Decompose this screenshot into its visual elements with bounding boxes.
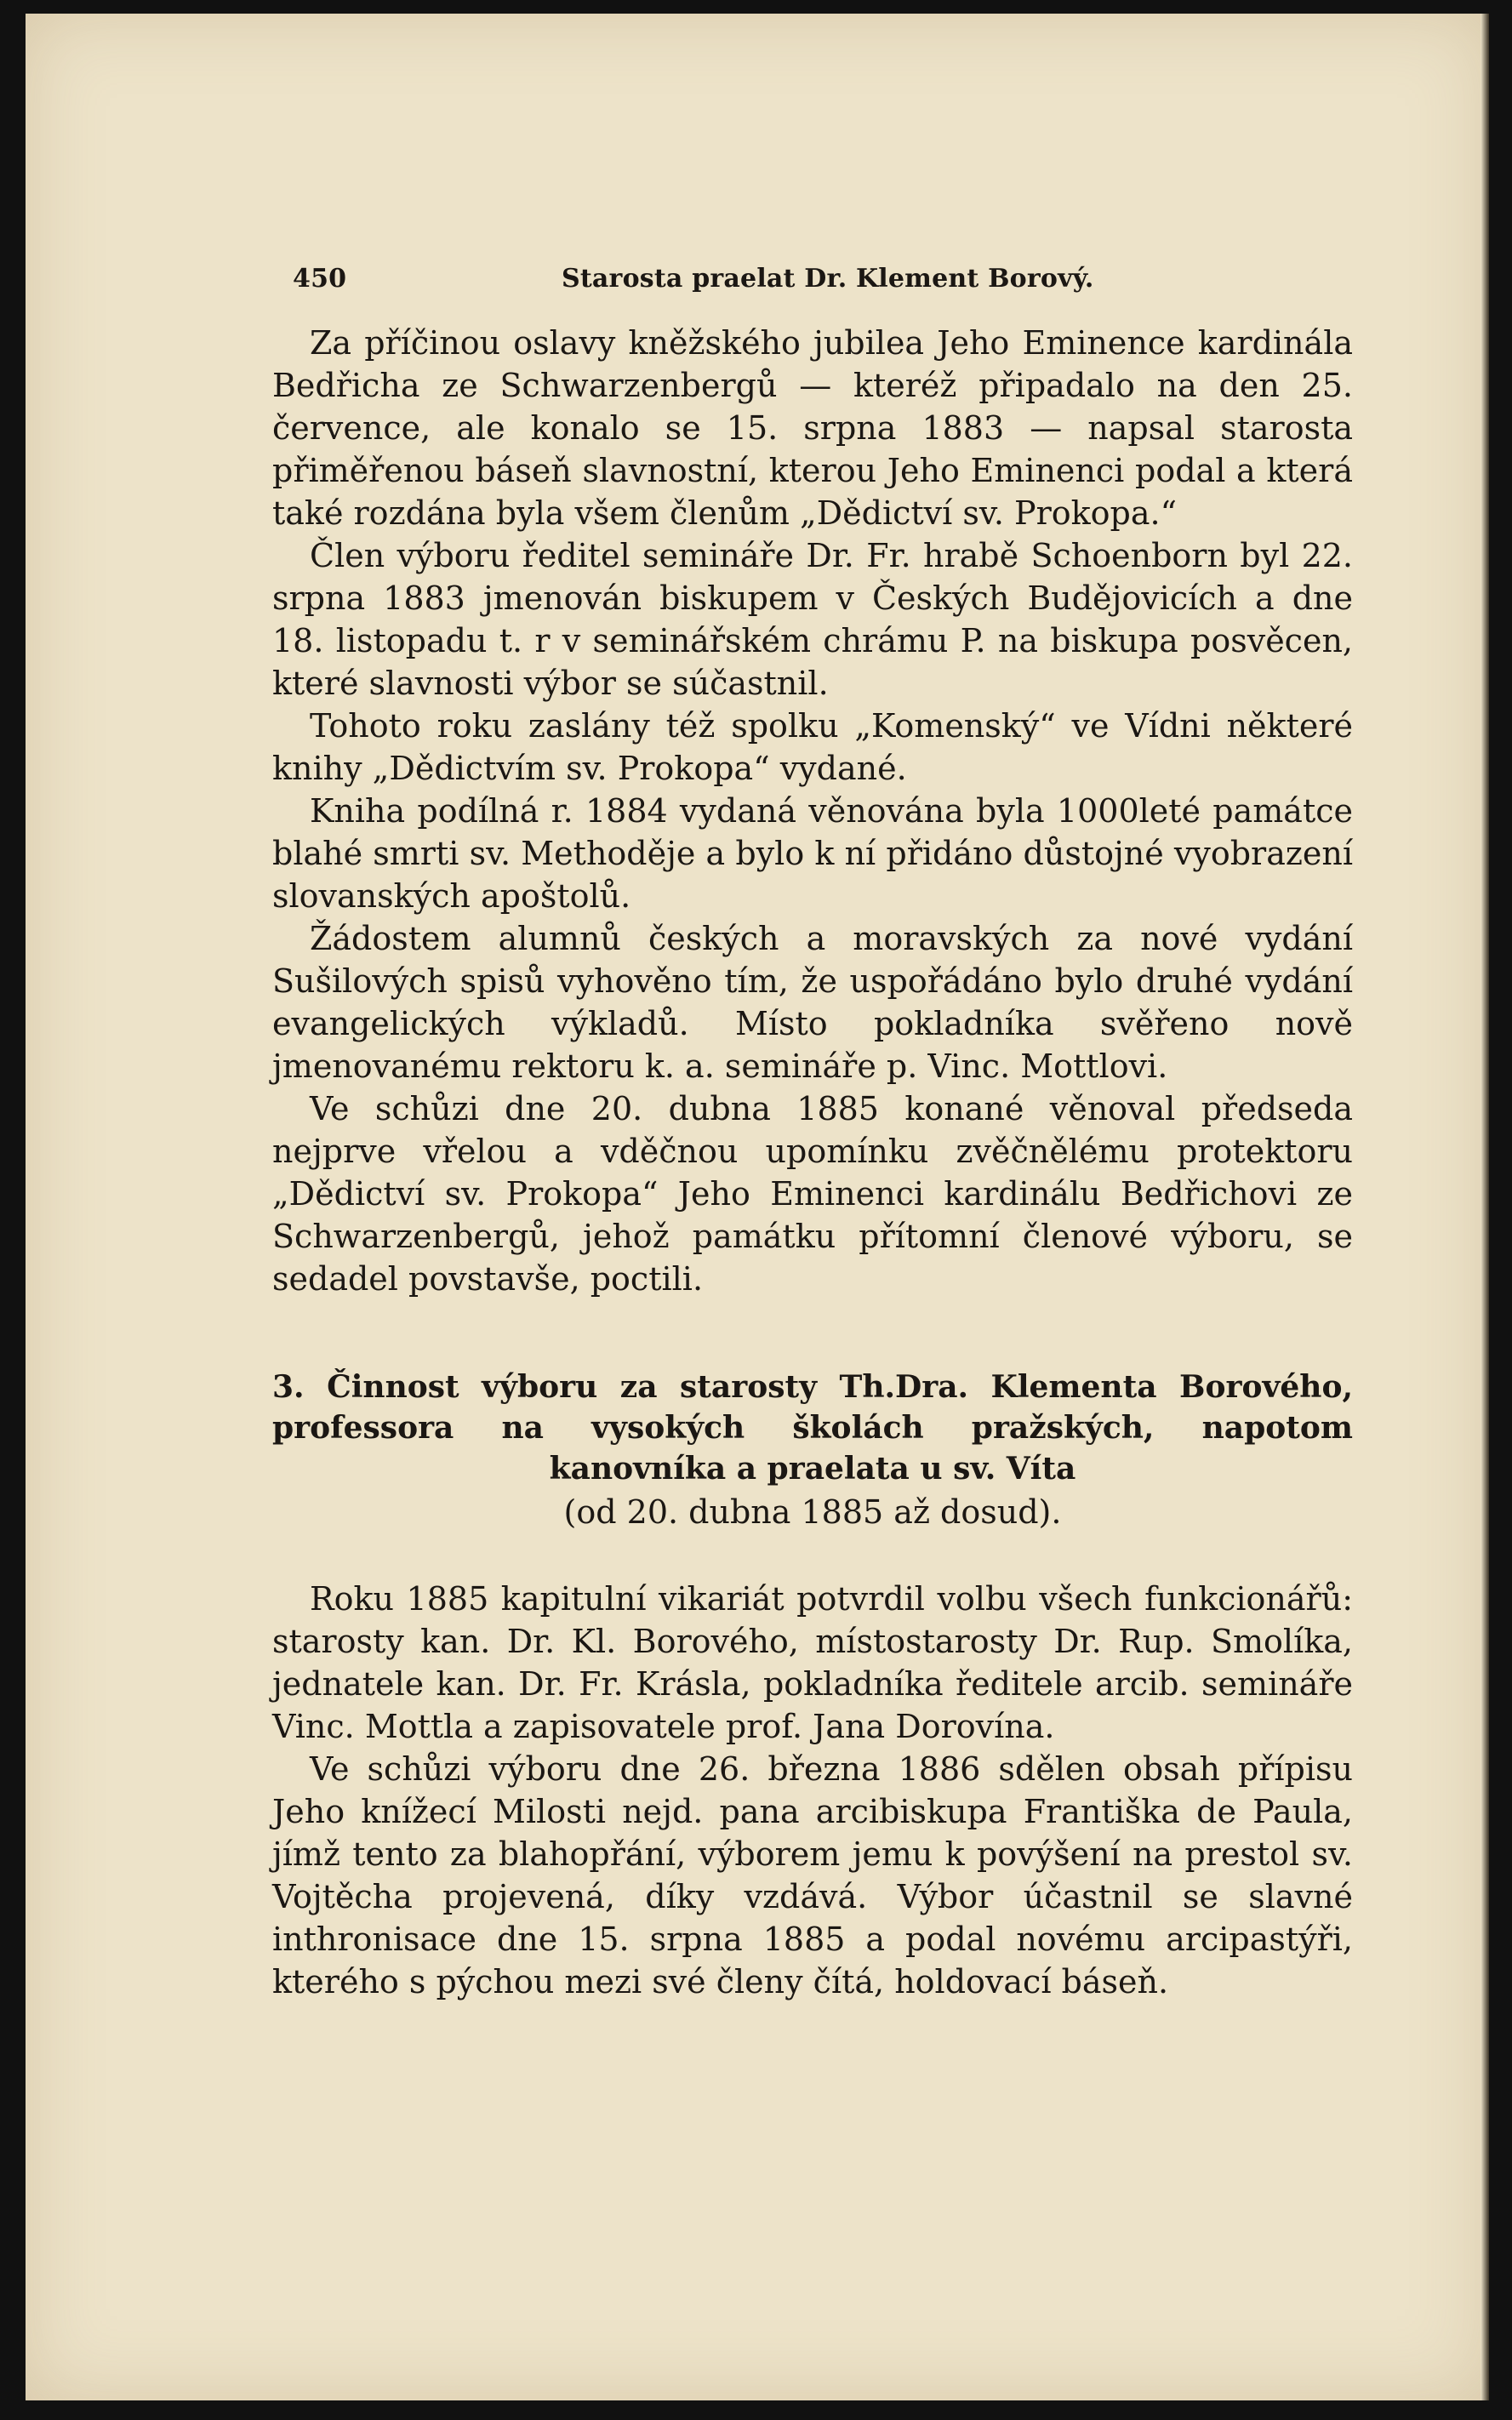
paragraph: Tohoto roku zaslány též spolku „Komenský“ ve Vídni některé knihy „Dědictvím sv. Prokopa“ vydané. <box>272 707 1353 787</box>
paragraph: Ve schůzi dne 20. dubna 1885 konané věnoval předseda nejprve vřelou a vděčnou upomínku zvěčnělému protektoru „Dědictví sv. Prokopa“ Jeho Eminenci kardinálu Bedřichovi ze Schwarzenbergů, jehož památku přítomní členové výboru, se sedadel povstavše, poctili. <box>272 1090 1353 1298</box>
paragraph: Kniha podílná r. 1884 vydaná věnována byla 1000leté památce blahé smrti sv. Methoděje a bylo k ní přidáno důstojné vyobrazení slovanských apoštolů. <box>272 792 1353 915</box>
section-heading: 3. Činnost výboru za starosty Th.Dra. Klementa Borového, professora na vysokých školách pražských, napotom kanovníka a praelata u sv. Víta <box>272 1369 1353 1487</box>
running-head-title: Starosta praelat Dr. Klement Borový. <box>562 264 1094 294</box>
paragraph: Ve schůzi výboru dne 26. března 1886 sdělen obsah přípisu Jeho knížecí Milosti nejd. pana arcibiskupa Františka de Paula, jímž tento za blahopřání, výborem jemu k povýšení na prestol sv. Vojtěcha projevená, díky vzdává. Výbor účastnil se slavné inthronisace dne 15. srpna 1885 a podal novému arcipastýři, kterého s pýchou mezi své členy čítá, holdovací báseň. <box>272 1750 1353 2000</box>
paragraph: Za příčinou oslavy kněžského jubilea Jeho Eminence kardinála Bedřicha ze Schwarzenbergů — kteréž připadalo na den 25. července, ale konalo se 15. srpna 1883 — napsal starosta přiměřenou báseň slavnostní, kterou Jeho Eminenci podal a která také rozdána byla všem členům „Dědictví sv. Prokopa.“ <box>272 324 1353 532</box>
page-number: 450 <box>293 264 347 294</box>
running-head <box>272 243 1353 294</box>
page-spine-shadow <box>1481 14 1489 2400</box>
section-subheading: (od 20. dubna 1885 až dosud). <box>563 1493 1062 1531</box>
book-page <box>26 14 1489 2400</box>
body-text-top <box>272 322 1353 1300</box>
paragraph: Člen výboru ředitel semináře Dr. Fr. hrabě Schoenborn byl 22. srpna 1883 jmenován biskupem v Českých Budějovicích a dne 18. listopadu t. r v seminářském chrámu P. na biskupa posvěcen, které slavnosti výbor se súčastnil. <box>272 537 1353 702</box>
body-text-bottom <box>272 1578 1353 2003</box>
paragraph: Žádostem alumnů českých a moravských za nové vydání Sušilových spisů vyhověno tím, že uspořádáno bylo druhé vydání evangelických výkladů. Místo pokladníka svěřeno nově jmenovanému rektoru k. a. semináře p. Vinc. Mottlovi. <box>272 920 1353 1085</box>
text-block <box>272 243 1353 2003</box>
paragraph: Roku 1885 kapitulní vikariát potvrdil volbu všech funkcionářů: starosty kan. Dr. Kl. Borového, místostarosty Dr. Rup. Smolíka, jednatele kan. Dr. Fr. Krásla, pokladníka ředitele arcib. semináře Vinc. Mottla a zapisovatele prof. Jana Dorovína. <box>272 1580 1353 1745</box>
